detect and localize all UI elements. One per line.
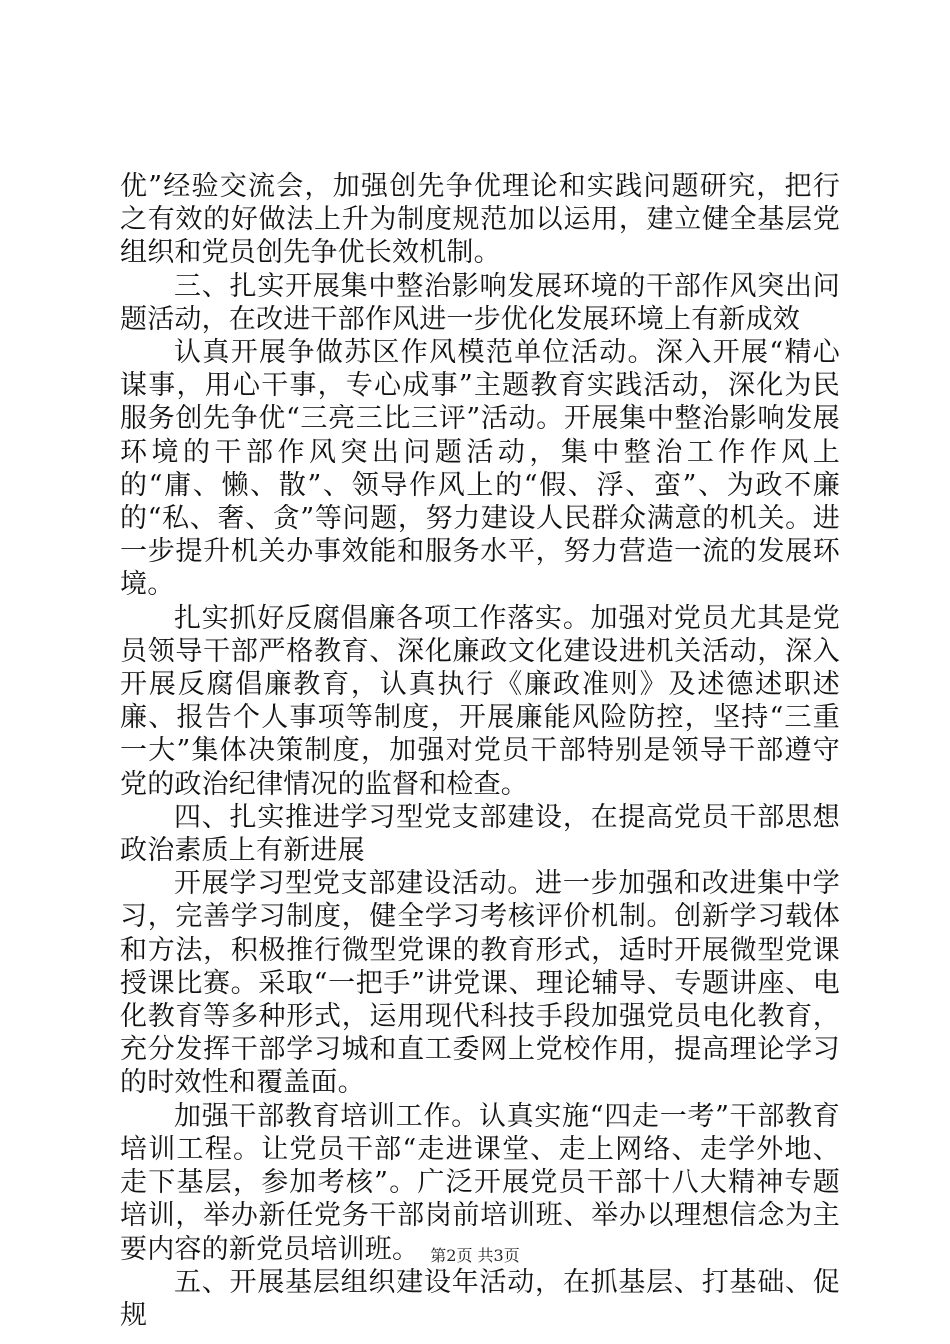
- section-heading-five: 五、开展基层组织建设年活动，在抓基层、打基础、促规: [120, 1266, 840, 1331]
- paragraph-continuation: 优”经验交流会，加强创先争优理论和实践问题研究，把行之有效的好做法上升为制度规范加以运用，建立健全基层党组织和党员创先争优长效机制。: [120, 171, 840, 269]
- paragraph-work-style: 认真开展争做苏区作风模范单位活动。深入开展“精心谋事，用心干事，专心成事”主题教育实践活动，深化为民服务创先争优“三亮三比三评”活动。开展集中整治影响发展环境的干部作风突出问题活动，集中整治工作作风上的“庸、懒、散”、领导作风上的“假、浮、蛮”、为政不廉的“私、奢、贪”等问题，努力建设人民群众满意的机关。进一步提升机关办事效能和服务水平，努力营造一流的发展环境。: [120, 337, 840, 601]
- page-number-footer: 第2页 共3页: [430, 1246, 520, 1265]
- paragraph-anti-corruption: 扎实抓好反腐倡廉各项工作落实。加强对党员尤其是党员领导干部严格教育、深化廉政文化建设进机关活动，深入开展反腐倡廉教育，认真执行《廉政准则》及述德述职述廉、报告个人事项等制度，开展廉能风险防控，坚持“三重一大”集体决策制度，加强对党员干部特别是领导干部遵守党的政治纪律情况的监督和检查。: [120, 602, 840, 800]
- paragraph-cadre-training: 加强干部教育培训工作。认真实施“四走一考”干部教育培训工程。让党员干部“走进课堂、走上网络、走学外地、走下基层，参加考核”。广泛开展党员干部十八大精神专题培训，举办新任党务干部岗前培训班、举办以理想信念为主要内容的新党员培训班。: [120, 1100, 840, 1265]
- paragraph-learning-branch: 开展学习型党支部建设活动。进一步加强和改进集中学习，完善学习制度，健全学习考核评价机制。创新学习载体和方法，积极推行微型党课的教育形式，适时开展微型党课授课比赛。采取“一把手”讲党课、理论辅导、专题讲座、电化教育等多种形式，运用现代科技手段加强党员电化教育，充分发挥干部学习城和直工委网上党校作用，提高理论学习的时效性和覆盖面。: [120, 868, 840, 1099]
- section-heading-three: 三、扎实开展集中整治影响发展环境的干部作风突出问题活动，在改进干部作风进一步优化发展环境上有新成效: [120, 270, 840, 335]
- section-heading-four: 四、扎实推进学习型党支部建设，在提高党员干部思想政治素质上有新进展: [120, 801, 840, 867]
- document-body: [120, 170, 840, 1332]
